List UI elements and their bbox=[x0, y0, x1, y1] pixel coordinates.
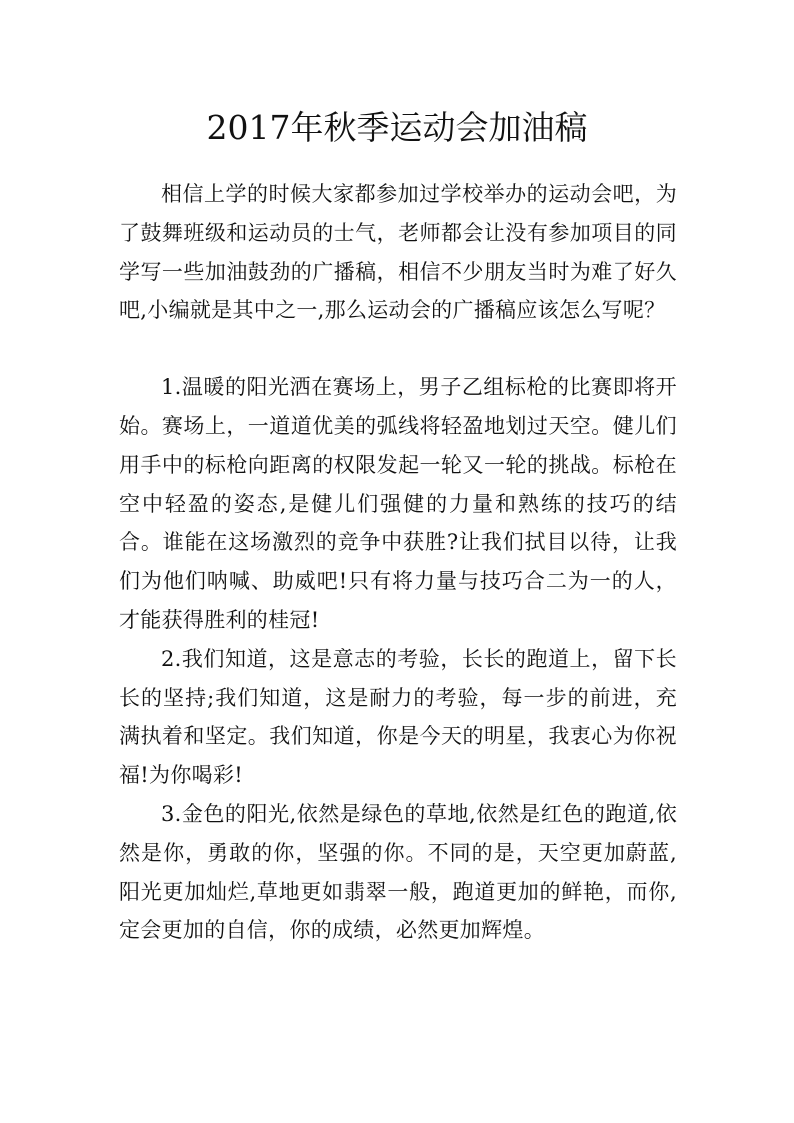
paragraph-2: 2.我们知道，这是意志的考验，长长的跑道上，留下长长的坚持;我们知道，这是耐力的考验，每一步的前进，充满执着和坚定。我们知道，你是今天的明星，我衷心为你祝福!为你喝彩! bbox=[119, 646, 677, 788]
intro-paragraph: 相信上学的时候大家都参加过学校举办的运动会吧，为了鼓舞班级和运动员的士气，老师都会让没有参加项目的同学写一些加油鼓劲的广播稿，相信不少朋友当时为难了好久吧,小编就是其中之一,那么运动会的广播稿应该怎么写呢？ bbox=[119, 182, 677, 323]
paragraph-spacer bbox=[119, 330, 677, 368]
paragraph-1: 1.温暖的阳光洒在赛场上，男子乙组标枪的比赛即将开始。赛场上，一道道优美的弧线将轻盈地划过天空。健儿们用手中的标枪向距离的权限发起一轮又一轮的挑战。标枪在空中轻盈的姿态,是健儿们强健的力量和熟练的技巧的结合。谁能在这场激烈的竞争中获胜?让我们拭目以待，让我们为他们呐喊、助威吧!只有将力量与技巧合二为一的人，才能获得胜利的桂冠! bbox=[119, 375, 677, 632]
paragraph-3: 3.金色的阳光,依然是绿色的草地,依然是红色的跑道,依然是你，勇敢的你，坚强的你。不同的是，天空更加蔚蓝,阳光更加灿烂,草地更如翡翠一般，跑道更加的鲜艳，而你,定会更加的自信，你的成绩，必然更加辉煌。 bbox=[119, 801, 677, 943]
document-title: 2017年秋季运动会加油稿 bbox=[206, 108, 588, 147]
document-body bbox=[119, 175, 677, 950]
